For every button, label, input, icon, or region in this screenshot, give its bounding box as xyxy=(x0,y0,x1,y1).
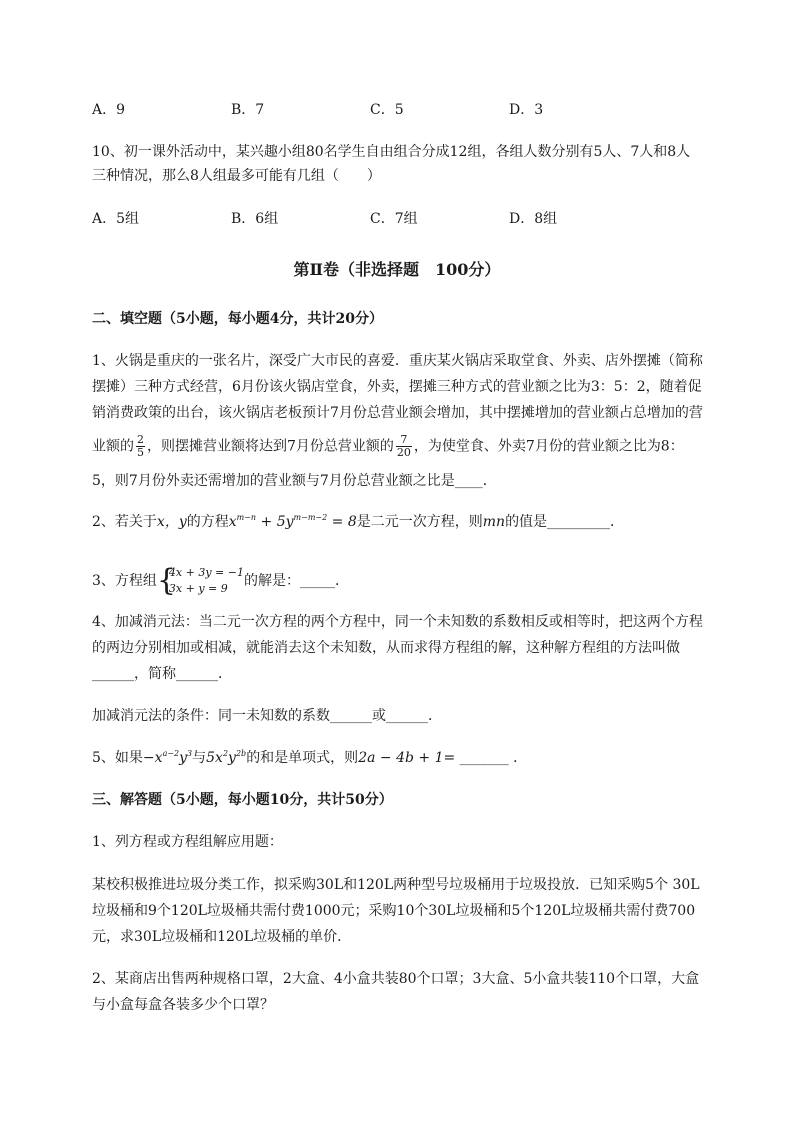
fill-2-b: 的方程 xyxy=(186,514,229,530)
q9-option-d: D．3 xyxy=(509,102,544,118)
fill-1-line-5: 5，则7月份外卖还需增加的营业额与7月份总营业额之比是____． xyxy=(92,473,497,489)
left-brace-icon: { xyxy=(156,563,177,598)
monomial-2-exponent-x: 2 xyxy=(222,749,229,758)
fill-4-line-2: 的两边分别相加或相减，就能消去这个未知数，从而求得方程组的解，这种解方程组的方法叫做 xyxy=(92,640,680,656)
fraction-seven-twentieths xyxy=(396,434,412,459)
equation-term-1: x xyxy=(228,514,237,530)
fill-1-line-4-b: ，则摆摊营业额将达到7月份总营业额的 xyxy=(147,438,394,455)
section-3-title: 三、解答题（5小题，每小题10分，共计50分） xyxy=(92,792,393,808)
fill-2-mn: mn xyxy=(482,514,506,530)
fill-3-a: 3、方程组 xyxy=(92,573,157,589)
fill-3 xyxy=(92,565,349,597)
fill-2-c: 是二元一次方程，则 xyxy=(356,514,483,530)
fraction-denominator: 20 xyxy=(396,446,411,459)
monomial-2-y: y xyxy=(228,750,236,766)
fill-1-line-4-a: 业额的 xyxy=(92,438,134,455)
fill-2-a: 2、若关于 xyxy=(92,514,157,530)
fill-4-line-1: 4、加减消元法：当二元一次方程的两个方程中，同一个未知数的系数相反或相等时，把这两个方程 xyxy=(92,614,703,630)
fill-5-expression: 2a − 4b + 1 xyxy=(358,750,444,766)
exponent-2: m−m−2 xyxy=(293,513,328,522)
q10-line-2: 三种情况，那么8人组最多可能有几组（ ） xyxy=(92,168,381,184)
fraction-denominator: 5 xyxy=(137,446,144,459)
fill-5-a: 5、如果 xyxy=(92,750,143,766)
fraction-numerator: 2 xyxy=(137,433,144,446)
fraction-two-fifths xyxy=(136,434,145,459)
q10-option-a: A．5组 xyxy=(92,211,140,227)
fill-3-b: 的解是：_____． xyxy=(243,573,349,589)
fill-4-line-4: 加减消元法的条件：同一未知数的系数______或______． xyxy=(92,708,442,724)
system-equation-1: 4x + 3y = −1 xyxy=(168,566,244,579)
monomial-1-y: y xyxy=(179,750,188,766)
q9-option-a: A．9 xyxy=(92,102,126,118)
fill-1-line-3: 销消费政策的出台，该火锅店老板预计7月份总营业额会增加，其中摆摊增加的营业额占总增加的营 xyxy=(92,405,703,421)
part-2-title: 第Ⅱ卷（非选择题 100分） xyxy=(293,260,501,279)
fill-4-line-3: ______，简称______． xyxy=(92,666,232,682)
monomial-2: 5x xyxy=(206,750,223,766)
fill-1-line-4-c: ，为使堂食、外卖7月份的营业额之比为8： xyxy=(413,438,684,455)
q10-option-b: B．6组 xyxy=(231,211,279,227)
monomial-1-exponent-y: 3 xyxy=(187,749,193,758)
fill-5 xyxy=(92,749,527,767)
q9-option-b: B．7 xyxy=(231,102,265,118)
answer-1-line-1: 1、列方程或方程组解应用题： xyxy=(92,834,283,850)
equation-system xyxy=(157,565,244,597)
answer-1-line-4: 元，求30L垃圾桶和120L垃圾桶的单价． xyxy=(92,929,352,945)
answer-2-line-2: 与小盒每盒各装多少个口罩？ xyxy=(92,997,274,1013)
fill-5-b: 与 xyxy=(192,750,207,766)
exponent-1: m−n xyxy=(236,513,257,522)
fill-2-d: 的值是_________． xyxy=(505,514,625,530)
fill-1-line-1: 1、火锅是重庆的一张名片，深受广大市民的喜爱．重庆某火锅店采取堂食、外卖、店外摆摊（简称 xyxy=(92,353,703,369)
fill-5-c: 的和是单项式，则 xyxy=(246,750,359,766)
q10-option-c: C．7组 xyxy=(370,211,418,227)
fill-2 xyxy=(92,513,624,531)
answer-2-line-1: 2、某商店出售两种规格口罩，2大盒、4小盒共装80个口罩；3大盒、5小盒共装110个口罩，大盒 xyxy=(92,971,700,987)
monomial-2-exponent-y: 2b xyxy=(235,749,247,758)
fill-5-d: = _______ ． xyxy=(443,750,528,766)
fill-2-vars: x，y xyxy=(156,514,187,530)
equation-term-2: + 5y xyxy=(256,514,294,530)
fraction-numerator: 7 xyxy=(396,434,412,447)
fill-1-line-2: 摆摊）三种方式经营，6月份该火锅店堂食，外卖，摆摊三种方式的营业额之比为3：5：2，随着促 xyxy=(92,379,702,395)
system-equation-2: 3x + y = 9 xyxy=(168,582,228,595)
q9-option-c: C．5 xyxy=(370,102,404,118)
section-2-title: 二、填空题（5小题，每小题4分，共计20分） xyxy=(92,311,383,327)
q10-line-1: 10、初一课外活动中，某兴趣小组80名学生自由组合分成12组，各组人数分别有5人、7人和8人 xyxy=(92,144,691,160)
equation-term-3: = 8 xyxy=(327,514,357,530)
answer-1-line-2: 某校积极推进垃圾分类工作，拟采购30L和120L两种型号垃圾桶用于垃圾投放．已知采购5个 30L xyxy=(92,877,700,893)
monomial-1-exponent-x: a−2 xyxy=(162,749,180,758)
answer-1-line-3: 垃圾桶和9个120L垃圾桶共需付费1000元；采购10个30L垃圾桶和5个120L垃圾桶共需付费700 xyxy=(92,903,696,919)
fill-1-line-4 xyxy=(92,434,684,459)
q10-option-d: D．8组 xyxy=(509,211,558,227)
monomial-1: −x xyxy=(142,750,163,766)
